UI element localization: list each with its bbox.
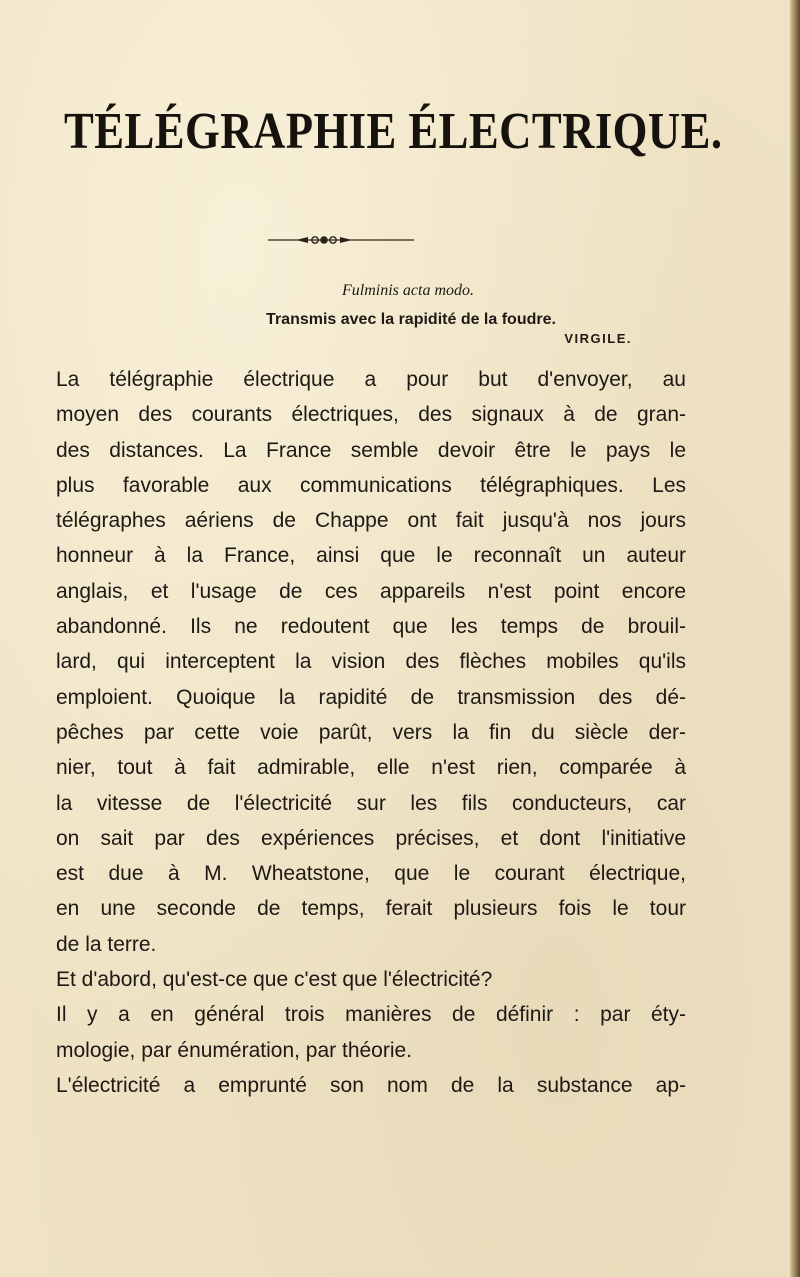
body-line: télégraphes aériens de Chappe ont fait jusqu'à nos jours [56,509,686,533]
body-line: abandonné. Ils ne redoutent que les temps de brouil- [56,615,686,639]
ornament-divider [268,232,414,246]
body-text [56,362,686,1103]
body-line: moyen des courants électriques, des signaux à de gran- [56,403,686,427]
body-line: est due à M. Wheatstone, que le courant électrique, [56,862,686,886]
body-line: mologie, par énumération, par théorie. [56,1038,413,1062]
body-line: L'électricité a emprunté son nom de la substance ap- [56,1073,686,1097]
body-line: anglais, et l'usage de ces appareils n'est point encore [56,579,686,603]
body-line: emploient. Quoique la rapidité de transmission des dé- [56,685,686,709]
body-line: nier, tout à fait admirable, elle n'est rien, comparée à [56,756,686,780]
body-line: La télégraphie électrique a pour but d'envoyer, au [56,368,686,391]
epigraph-translation: Transmis avec la rapidité de la foudre. [266,311,556,328]
body-line: de la terre. [56,932,157,956]
body-line: on sait par des expériences précises, et dont l'initiative [56,826,686,850]
epigraph-author: VIRGILE. [564,331,632,346]
body-line: des distances. La France semble devoir être le pays le [56,438,686,462]
epigraph-latin-quote: Fulminis acta modo. [342,282,474,299]
body-line: en une seconde de temps, ferait plusieurs fois le tour [56,897,686,921]
body-line: la vitesse de l'électricité sur les fils conducteurs, car [56,791,686,815]
body-line: lard, qui interceptent la vision des flèches mobiles qu'ils [56,650,686,674]
body-line: Il y a en général trois manières de définir : par éty- [56,1003,686,1027]
body-line: pêches par cette voie parût, vers la fin du siècle der- [56,720,686,744]
body-line: plus favorable aux communications télégraphiques. Les [56,473,686,497]
page-edge [790,0,800,1277]
body-line: honneur à la France, ainsi que le reconnaît un auteur [56,544,686,568]
chapter-title: TÉLÉGRAPHIE ÉLECTRIQUE. [64,103,723,160]
body-line: Et d'abord, qu'est-ce que c'est que l'électricité? [56,968,493,992]
epigraph [150,280,650,348]
